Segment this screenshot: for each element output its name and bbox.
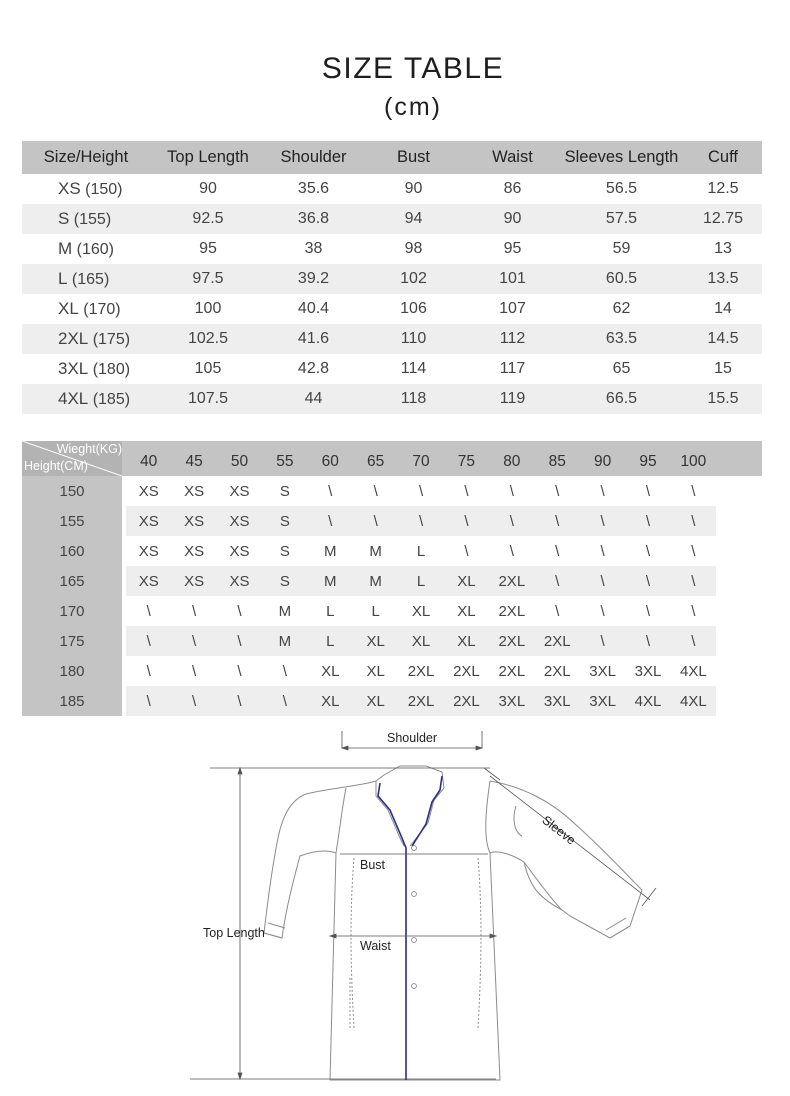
- measurement-cell: 40.4: [297, 300, 330, 317]
- recommended-size-cell: M: [262, 626, 307, 656]
- recommended-size-cell: \: [535, 506, 580, 536]
- size-label: S: [58, 209, 70, 228]
- measurement-cell: 15: [714, 360, 732, 377]
- recommended-size-cell: \: [489, 506, 534, 536]
- recommended-size-cell: \: [509, 542, 514, 560]
- measurement-cell: 41.6: [297, 330, 330, 347]
- recommended-size-cell: \: [398, 506, 443, 536]
- recommended-size-cell: XS: [126, 506, 171, 536]
- measurement-cell: 35.6: [297, 180, 330, 197]
- size-table-body: [22, 174, 762, 414]
- table-row: [22, 354, 762, 384]
- height-label: (165): [71, 271, 110, 288]
- recommended-size-cell: \: [418, 482, 424, 500]
- size-height-cell: [22, 299, 150, 319]
- recommended-size-cell: \: [464, 542, 469, 560]
- measurement-cell: 60.5: [605, 270, 638, 287]
- recommended-size-cell: \: [691, 482, 696, 500]
- column-header: Top Length: [167, 148, 249, 166]
- recommended-size-cell: 2XL: [398, 686, 443, 716]
- recommended-size-cell: XS: [217, 506, 262, 536]
- height-cell: 175: [22, 626, 122, 656]
- recommended-size-cell: S: [279, 482, 290, 500]
- height-cell: 170: [22, 596, 122, 626]
- measurement-cell: 102.5: [187, 330, 229, 347]
- recommended-size-cell: XS: [138, 542, 159, 560]
- measurement-cell: 107: [499, 300, 526, 317]
- size-label: 2XL: [58, 329, 89, 348]
- recommended-size-cell: \: [126, 626, 171, 656]
- measurement-cell: 14.5: [707, 330, 739, 347]
- size-label: 3XL: [58, 359, 89, 378]
- column-header: Sleeves Length: [564, 148, 679, 166]
- recommended-size-cell: \: [126, 686, 171, 716]
- recommended-size-cell: \: [373, 482, 378, 500]
- measurement-cell: 90: [199, 180, 217, 197]
- recommended-size-cell: \: [671, 626, 716, 656]
- weight-header-cell: 90: [593, 452, 612, 470]
- recommended-size-cell: 3XL: [535, 686, 580, 716]
- recommended-size-cell: \: [555, 602, 560, 620]
- weight-header-cell: 60: [321, 452, 339, 470]
- recommended-size-cell: XL: [457, 602, 476, 620]
- measurement-cell: 106: [400, 300, 427, 317]
- recommended-size-cell: S: [279, 542, 290, 560]
- size-label: M: [58, 239, 73, 258]
- recommended-size-cell: \: [192, 602, 197, 620]
- weight-axis-label: Wieght(KG): [56, 442, 122, 456]
- recommended-size-cell: 3XL: [589, 662, 616, 680]
- measurement-cell: 105: [194, 360, 222, 377]
- shoulder-label: Shoulder: [387, 731, 438, 745]
- recommended-size-cell: 2XL: [535, 626, 580, 656]
- recommended-size-cell: \: [671, 506, 716, 536]
- recommended-size-cell: 2XL: [489, 566, 534, 596]
- recommended-size-cell: \: [691, 602, 696, 620]
- column-header: Cuff: [708, 148, 738, 166]
- recommended-size-cell: \: [691, 542, 696, 560]
- measurement-cell: 15.5: [707, 390, 739, 407]
- page-title: SIZE TABLE: [321, 52, 505, 85]
- recommended-size-cell: \: [555, 542, 560, 560]
- measurement-cell: 13: [714, 240, 732, 257]
- table-row: [22, 204, 762, 234]
- measurement-cell: 94: [404, 210, 423, 227]
- recommended-size-cell: XL: [366, 662, 385, 680]
- measurement-cell: 97.5: [192, 270, 224, 287]
- recommended-size-cell: XL: [444, 626, 489, 656]
- size-table-header: [22, 141, 762, 174]
- recommended-size-cell: 3XL: [489, 686, 534, 716]
- weight-table-body: [22, 476, 762, 716]
- table-row: [22, 476, 762, 506]
- measurement-cell: 39.2: [297, 270, 330, 287]
- recommended-size-cell: \: [237, 662, 242, 680]
- size-label: XL: [58, 299, 79, 318]
- measurement-cell: 66.5: [605, 390, 638, 407]
- recommended-size-cell: \: [217, 626, 262, 656]
- recommended-size-cell: L: [416, 542, 426, 560]
- recommended-size-cell: 2XL: [498, 662, 526, 680]
- recommended-size-cell: S: [262, 566, 307, 596]
- recommended-size-cell: XS: [229, 542, 250, 560]
- recommended-size-cell: \: [600, 482, 605, 500]
- height-cell: 150: [22, 476, 122, 506]
- recommended-size-cell: \: [645, 482, 651, 500]
- weight-header-cell: 50: [230, 452, 249, 470]
- measurement-cell: 12.5: [707, 180, 739, 197]
- recommended-size-cell: 2XL: [543, 662, 571, 680]
- recommended-size-cell: XS: [229, 482, 250, 500]
- size-label: L: [58, 269, 68, 288]
- measurement-cell: 63.5: [605, 330, 638, 347]
- table-row: [22, 536, 762, 566]
- table-row: [22, 596, 762, 626]
- recommended-size-cell: 2XL: [444, 686, 489, 716]
- measurement-cell: 44: [304, 390, 323, 407]
- measurement-cell: 14: [714, 300, 732, 317]
- weight-header-cell: 75: [457, 452, 476, 470]
- height-label: (155): [73, 211, 112, 228]
- recommended-size-cell: XS: [171, 506, 216, 536]
- recommended-size-cell: \: [464, 482, 469, 500]
- size-height-cell: [22, 359, 150, 379]
- recommended-size-cell: \: [645, 602, 651, 620]
- size-height-cell: [22, 269, 150, 289]
- recommended-size-cell: 3XL: [634, 662, 662, 680]
- recommended-size-cell: XL: [308, 686, 353, 716]
- recommended-size-cell: \: [625, 566, 670, 596]
- recommended-size-cell: \: [535, 566, 580, 596]
- size-height-cell: [22, 179, 150, 199]
- measurement-cell: 117: [499, 360, 526, 377]
- table-row: [22, 324, 762, 354]
- recommended-size-cell: \: [192, 662, 197, 680]
- column-header: Bust: [396, 148, 431, 166]
- recommended-size-cell: M: [278, 602, 292, 620]
- height-cell: 185: [22, 686, 122, 716]
- recommended-size-cell: M: [308, 566, 353, 596]
- recommended-size-cell: XS: [184, 482, 205, 500]
- height-cell: 155: [22, 506, 122, 536]
- column-header: Shoulder: [280, 148, 347, 166]
- measurement-cell: 101: [499, 270, 526, 287]
- measurement-cell: 110: [400, 330, 427, 347]
- measurement-cell: 12.75: [702, 210, 744, 227]
- measurement-cell: 90: [404, 180, 423, 197]
- recommended-size-cell: S: [262, 506, 307, 536]
- measurement-cell: 90: [503, 210, 522, 227]
- height-cell: 180: [22, 656, 122, 686]
- measurement-cell: 95: [199, 240, 217, 257]
- table-row: [22, 294, 762, 324]
- height-label: (175): [92, 331, 131, 348]
- measurement-diagram: [190, 728, 660, 1088]
- recommended-size-cell: \: [146, 602, 151, 620]
- size-table: [22, 141, 762, 414]
- recommended-size-cell: \: [645, 542, 651, 560]
- weight-height-table: [22, 441, 762, 716]
- recommended-size-cell: L: [326, 602, 335, 620]
- recommended-size-cell: L: [308, 626, 353, 656]
- recommended-size-cell: \: [625, 626, 670, 656]
- recommended-size-cell: XL: [444, 566, 489, 596]
- measurement-cell: 92.5: [192, 210, 224, 227]
- height-cell: 165: [22, 566, 122, 596]
- recommended-size-cell: XS: [184, 542, 205, 560]
- recommended-size-cell: XL: [398, 626, 443, 656]
- recommended-size-cell: M: [324, 542, 337, 560]
- recommended-size-cell: \: [444, 506, 489, 536]
- table-corner-cell: [22, 441, 122, 476]
- recommended-size-cell: \: [171, 686, 216, 716]
- measurement-cell: 38: [304, 240, 323, 257]
- recommended-size-cell: L: [398, 566, 443, 596]
- measurement-cell: 98: [404, 240, 423, 257]
- recommended-size-cell: \: [600, 602, 605, 620]
- recommended-size-cell: XL: [353, 686, 398, 716]
- recommended-size-cell: 2XL: [407, 662, 435, 680]
- recommended-size-cell: M: [369, 542, 382, 560]
- recommended-size-cell: L: [371, 602, 380, 620]
- recommended-size-cell: XS: [217, 566, 262, 596]
- waist-label: Waist: [360, 939, 391, 953]
- recommended-size-cell: \: [353, 506, 398, 536]
- measurement-cell: 13.5: [707, 270, 739, 287]
- recommended-size-cell: 4XL: [671, 686, 716, 716]
- weight-header-cell: 45: [185, 452, 203, 470]
- recommended-size-cell: \: [262, 686, 307, 716]
- table-row: [22, 506, 762, 536]
- height-label: (180): [92, 361, 131, 378]
- bust-label: Bust: [360, 858, 386, 872]
- weight-header-cell: 70: [412, 452, 430, 470]
- weight-header-cell: 55: [276, 452, 294, 470]
- measurement-cell: 100: [194, 300, 222, 317]
- recommended-size-cell: 2XL: [498, 602, 526, 620]
- measurement-cell: 119: [499, 390, 526, 407]
- measurement-cell: 62: [612, 300, 631, 317]
- recommended-size-cell: \: [217, 686, 262, 716]
- weight-header-cell: 100: [680, 452, 707, 470]
- sleeve-label: Sleeve: [539, 813, 579, 848]
- measurement-cell: 65: [612, 360, 631, 377]
- measurement-cell: 118: [400, 390, 427, 407]
- height-label: (150): [85, 181, 123, 198]
- unit-label: (cm): [384, 93, 442, 121]
- recommended-size-cell: \: [509, 482, 514, 500]
- measurement-cell: 95: [503, 240, 522, 257]
- recommended-size-cell: \: [580, 566, 625, 596]
- weight-header-cell: 95: [639, 452, 657, 470]
- recommended-size-cell: 4XL: [680, 662, 707, 680]
- weight-header-cell: 80: [503, 452, 521, 470]
- size-height-cell: [22, 209, 150, 229]
- measurement-cell: 56.5: [605, 180, 638, 197]
- recommended-size-cell: \: [171, 626, 216, 656]
- height-label: (160): [76, 241, 114, 258]
- table-row: [22, 234, 762, 264]
- recommended-size-cell: \: [282, 662, 287, 680]
- table-row: [22, 566, 762, 596]
- weight-table-header: [22, 441, 762, 476]
- recommended-size-cell: \: [555, 482, 560, 500]
- recommended-size-cell: 2XL: [453, 662, 480, 680]
- recommended-size-cell: XS: [138, 482, 159, 500]
- size-height-cell: [22, 239, 150, 259]
- size-height-cell: [22, 389, 150, 409]
- recommended-size-cell: \: [600, 542, 605, 560]
- recommended-size-cell: 2XL: [489, 626, 534, 656]
- size-label: XS: [58, 179, 81, 198]
- table-row: [22, 174, 762, 204]
- weight-header-cell: 65: [367, 452, 385, 470]
- recommended-size-cell: XS: [171, 566, 216, 596]
- table-row: [22, 264, 762, 294]
- height-label: (185): [92, 391, 131, 408]
- recommended-size-cell: M: [353, 566, 398, 596]
- measurement-cell: 57.5: [605, 210, 638, 227]
- measurement-cell: 102: [400, 270, 427, 287]
- recommended-size-cell: \: [308, 506, 353, 536]
- recommended-size-cell: XL: [321, 662, 340, 680]
- size-label: 4XL: [58, 389, 89, 408]
- measurement-cell: 42.8: [297, 360, 330, 377]
- table-row: [22, 656, 762, 686]
- weight-header-cell: 85: [548, 452, 566, 470]
- measurement-cell: 112: [499, 330, 526, 347]
- recommended-size-cell: 3XL: [580, 686, 625, 716]
- column-header: Waist: [492, 148, 533, 166]
- measurement-cell: 86: [503, 180, 522, 197]
- recommended-size-cell: 4XL: [625, 686, 670, 716]
- table-row: [22, 686, 762, 716]
- table-row: [22, 626, 762, 656]
- weight-header-cell: 40: [140, 452, 158, 470]
- recommended-size-cell: \: [671, 566, 716, 596]
- size-height-cell: [22, 329, 150, 349]
- measurement-cell: 107.5: [187, 390, 229, 407]
- recommended-size-cell: \: [580, 506, 625, 536]
- height-cell: 160: [22, 536, 122, 566]
- measurement-cell: 59: [612, 240, 631, 257]
- recommended-size-cell: XS: [126, 566, 171, 596]
- column-header: Size/Height: [43, 148, 129, 166]
- top-length-label: Top Length: [203, 926, 265, 940]
- recommended-size-cell: \: [237, 602, 242, 620]
- recommended-size-cell: XL: [353, 626, 398, 656]
- height-axis-label: Height(CM): [24, 459, 88, 473]
- recommended-size-cell: XL: [411, 602, 431, 620]
- recommended-size-cell: \: [580, 626, 625, 656]
- recommended-size-cell: \: [328, 482, 333, 500]
- measurement-cell: 36.8: [297, 210, 330, 227]
- table-row: [22, 384, 762, 414]
- lab-coat-illustration: [190, 728, 660, 1088]
- measurement-cell: 114: [400, 360, 427, 377]
- height-label: (170): [83, 301, 121, 318]
- recommended-size-cell: \: [625, 506, 670, 536]
- recommended-size-cell: \: [146, 662, 151, 680]
